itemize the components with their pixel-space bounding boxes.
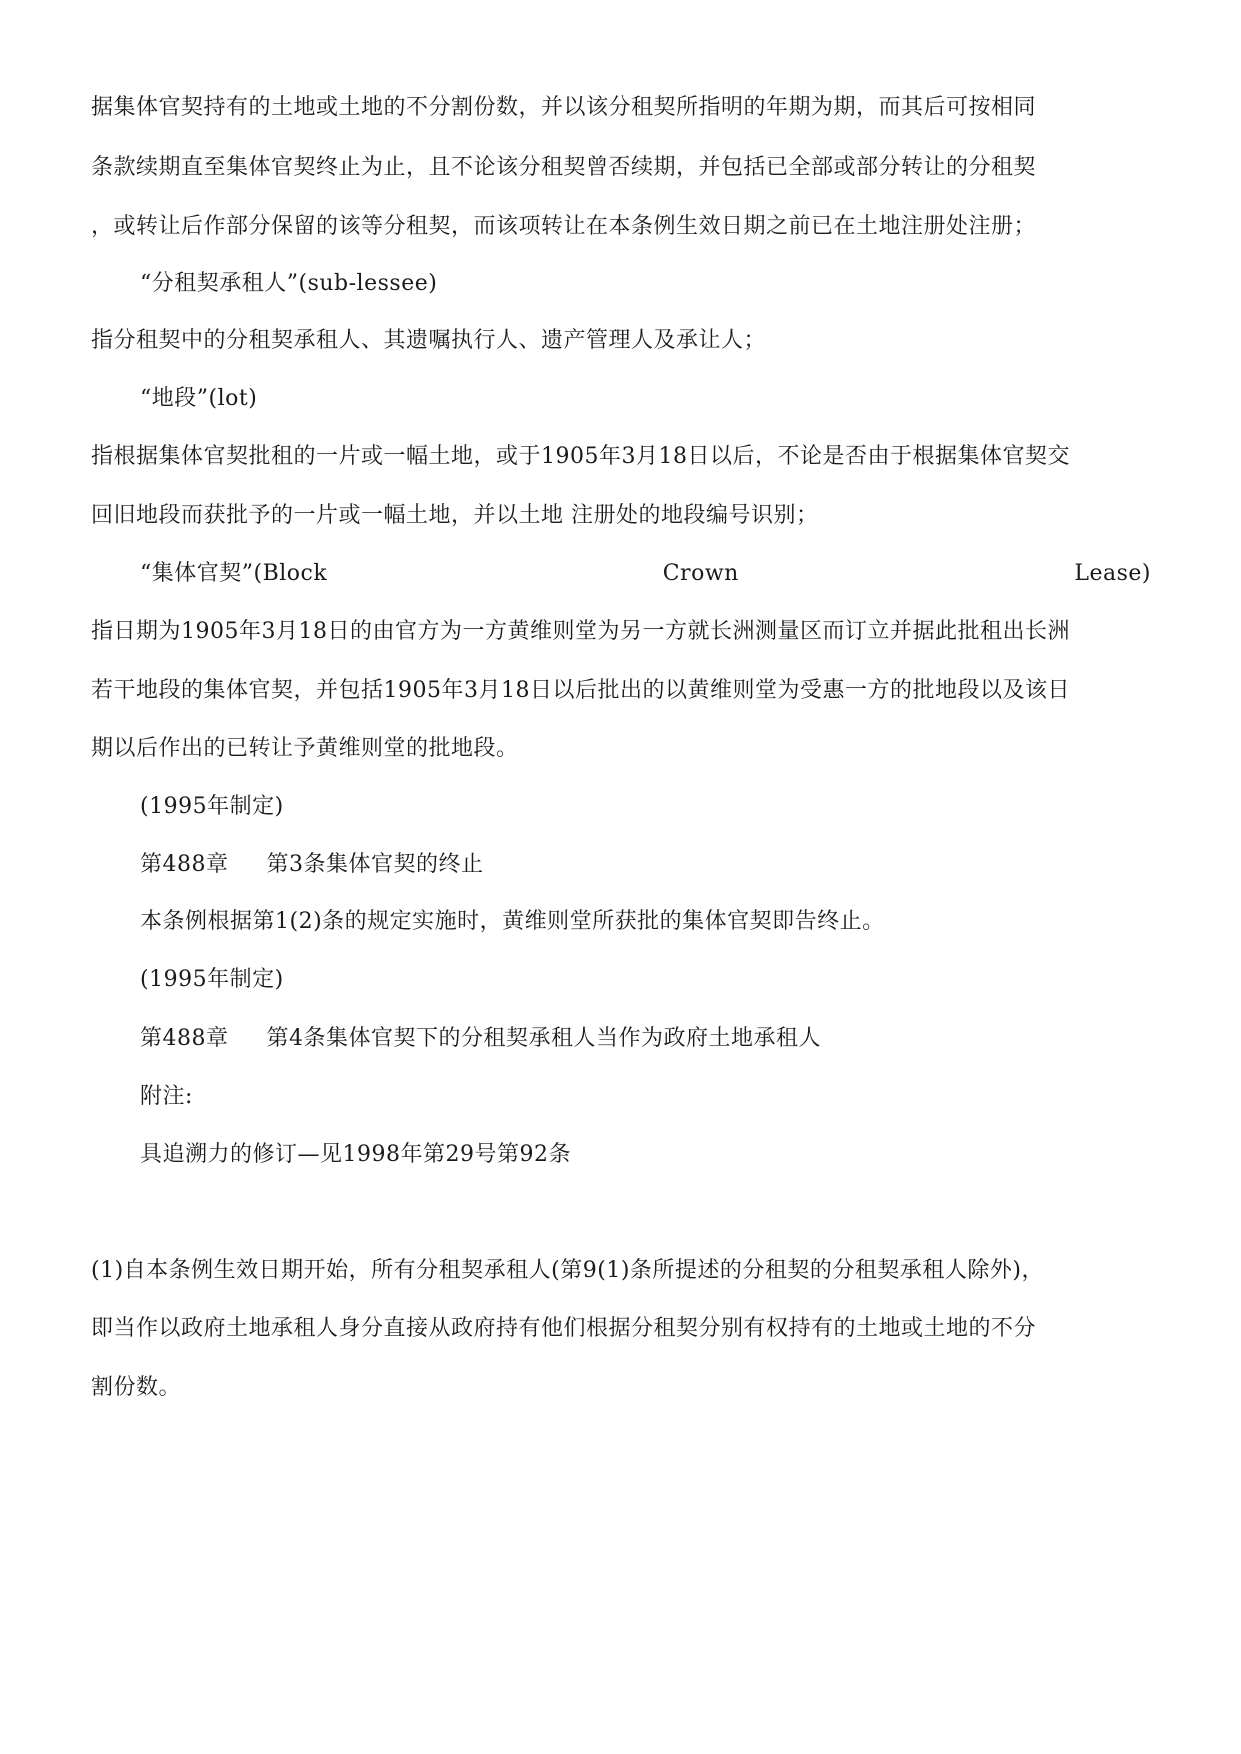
subsection-body: (1)自本条例生效日期开始，所有分租契承租人(第9(1)条所提述的分租契的分租契承租人除外)，	[91, 1258, 1044, 1283]
section-title: 第3条集体官契的终止	[266, 852, 484, 877]
paragraph-line: 据集体官契持有的土地或土地的不分割份数，并以该分租契所指明的年期为期，而其后可按相同	[91, 95, 1037, 120]
definition-term-block-crown-lease	[140, 559, 1151, 589]
subsection-body: 割份数。	[91, 1375, 182, 1400]
definition-body: 若干地段的集体官契，并包括1905年3月18日以后批出的以黄维则堂为受惠一方的批地段以及该日	[91, 678, 1070, 703]
paragraph-line: ，或转让后作部分保留的该等分租契，而该项转让在本条例生效日期之前已在土地注册处注册；	[91, 214, 1037, 239]
section-body: 本条例根据第1(2)条的规定实施时，黄维则堂所获批的集体官契即告终止。	[140, 909, 885, 934]
definition-body: 指根据集体官契批租的一片或一幅土地，或于1905年3月18日以后，不论是否由于根据集体官契交	[91, 444, 1070, 469]
section-heading	[140, 850, 1151, 880]
definition-body: 回旧地段而获批予的一片或一幅土地，并以土地 注册处的地段编号识别；	[91, 503, 819, 528]
definition-body: 期以后作出的已转让予黄维则堂的批地段。	[91, 736, 519, 761]
definition-term-sub-lessee: “分租契承租人”(sub-lessee)	[140, 271, 438, 296]
amendment-note: 具追溯力的修订—见1998年第29号第92条	[140, 1142, 571, 1167]
definition-term-lot: “地段”(lot)	[140, 386, 258, 411]
chapter-number: 第488章	[140, 1026, 229, 1051]
term-part: Lease)	[1074, 561, 1151, 586]
section-title: 第4条集体官契下的分租契承租人当作为政府土地承租人	[266, 1026, 821, 1051]
term-part: Crown	[662, 561, 739, 586]
chapter-number: 第488章	[140, 852, 229, 877]
enactment-note: (1995年制定)	[140, 967, 284, 992]
paragraph-line: 条款续期直至集体官契终止为止，且不论该分租契曾否续期，并包括已全部或部分转让的分租契	[91, 155, 1037, 180]
enactment-note: (1995年制定)	[140, 794, 284, 819]
definition-body: 指分租契中的分租契承租人、其遗嘱执行人、遗产管理人及承让人；	[91, 328, 767, 353]
annotation-label: 附注:	[140, 1084, 193, 1109]
term-part: “集体官契”(Block	[140, 561, 328, 586]
subsection-body: 即当作以政府土地承租人身分直接从政府持有他们根据分租契分别有权持有的土地或土地的不分	[91, 1316, 1037, 1341]
definition-body: 指日期为1905年3月18日的由官方为一方黄维则堂为另一方就长洲测量区而订立并据此批租出长洲	[91, 619, 1070, 644]
section-heading	[140, 1024, 1151, 1054]
